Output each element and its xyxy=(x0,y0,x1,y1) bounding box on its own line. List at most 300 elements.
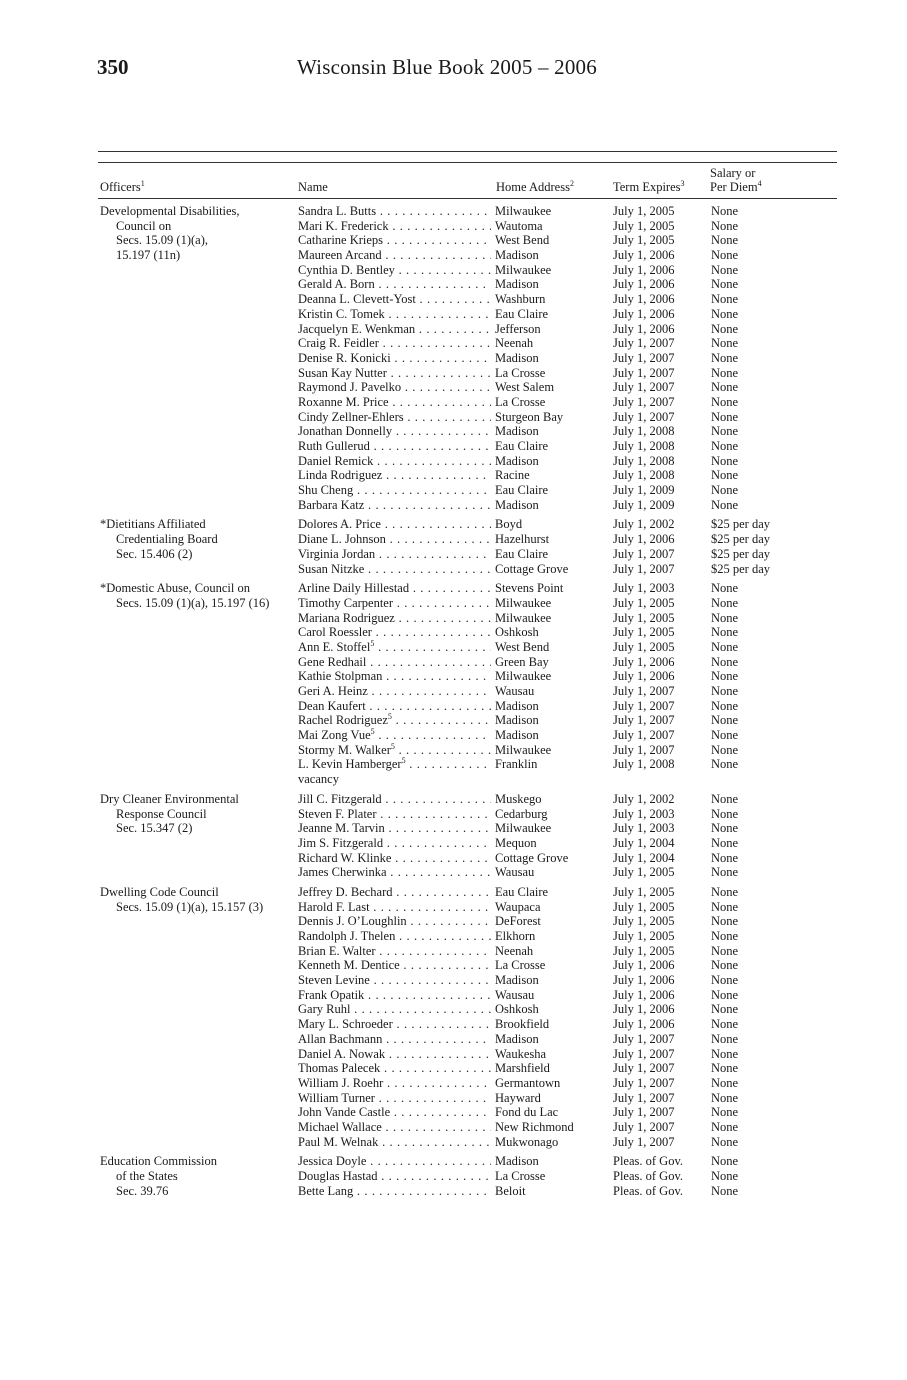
member-salary: None xyxy=(711,728,739,743)
member-salary: None xyxy=(711,292,739,307)
member-salary: None xyxy=(711,204,739,218)
board-group xyxy=(98,885,837,1149)
member-name-text: Kristin C. Tomek xyxy=(298,306,385,321)
officers-label: Officers xyxy=(100,180,141,194)
member-term: July 1, 2004 xyxy=(613,835,675,850)
member-row xyxy=(98,336,837,351)
member-row xyxy=(98,772,837,787)
member-name xyxy=(298,351,491,366)
member-salary: None xyxy=(711,1183,739,1198)
member-salary: None xyxy=(711,821,739,836)
member-name-text: John Vande Castle xyxy=(298,1105,391,1120)
member-name-text: Cindy Zellner-Ehlers xyxy=(298,409,404,424)
member-term: July 1, 2007 xyxy=(613,1061,675,1076)
member-name xyxy=(298,958,491,973)
member-name xyxy=(298,581,491,596)
member-name-text: Paul M. Welnak xyxy=(298,1134,379,1149)
member-term: July 1, 2008 xyxy=(613,439,675,453)
member-term: July 1, 2007 xyxy=(613,365,675,380)
member-salary: None xyxy=(711,835,739,850)
term-footnote: 3 xyxy=(680,179,685,188)
member-row xyxy=(98,851,837,866)
member-salary: None xyxy=(711,424,739,439)
member-row xyxy=(98,366,837,381)
member-name xyxy=(298,757,491,772)
member-name xyxy=(298,1154,491,1169)
board-title-line: Developmental Disabilities, xyxy=(100,204,240,218)
board-title-line: Sec. 39.76 xyxy=(116,1183,169,1198)
member-address: Madison xyxy=(495,497,539,512)
member-name-text: Jacquelyn E. Wenkman xyxy=(298,321,416,336)
member-name-text: Roxanne M. Price xyxy=(298,394,389,409)
member-term: July 1, 2007 xyxy=(613,561,675,576)
member-row xyxy=(98,944,837,959)
member-name xyxy=(298,973,491,988)
member-name-text: Mariana Rodriguez xyxy=(298,610,395,625)
board-group xyxy=(98,204,837,512)
member-name xyxy=(298,263,491,278)
member-address: Milwaukee xyxy=(495,262,552,277)
board-title-line: Dry Cleaner Environmental xyxy=(100,791,239,806)
column-header-name: Name xyxy=(298,180,328,194)
member-term: July 1, 2006 xyxy=(613,306,675,321)
member-address: Muskego xyxy=(495,791,542,806)
member-row xyxy=(98,277,837,292)
member-row xyxy=(98,532,837,547)
member-term: July 1, 2005 xyxy=(613,233,675,248)
member-salary: None xyxy=(711,277,739,292)
address-footnote: 2 xyxy=(569,179,574,188)
member-row xyxy=(98,1061,837,1076)
member-name-text: vacancy xyxy=(298,772,339,787)
member-address: Hayward xyxy=(495,1090,541,1105)
member-term: July 1, 2006 xyxy=(613,654,675,669)
member-name xyxy=(298,424,491,439)
member-salary: None xyxy=(711,987,739,1002)
member-address: Neenah xyxy=(495,943,534,958)
member-row xyxy=(98,836,837,851)
member-term: July 1, 2007 xyxy=(613,1105,675,1120)
member-address: Mukwonago xyxy=(495,1134,559,1149)
member-row xyxy=(98,581,837,596)
member-address: Oshkosh xyxy=(495,1002,539,1017)
member-row xyxy=(98,1105,837,1120)
member-name-text: Diane L. Johnson xyxy=(298,532,386,547)
member-salary: None xyxy=(711,248,739,263)
member-row xyxy=(98,483,837,498)
member-name xyxy=(298,1076,491,1091)
member-address: Madison xyxy=(495,1154,539,1169)
member-name xyxy=(298,1120,491,1135)
member-salary: None xyxy=(711,1090,739,1105)
member-term: July 1, 2007 xyxy=(613,728,675,743)
member-address: Cedarburg xyxy=(495,806,548,821)
member-salary: None xyxy=(711,394,739,409)
member-footnote: 5 xyxy=(401,757,406,766)
member-row xyxy=(98,1091,837,1106)
member-address: La Crosse xyxy=(495,958,546,973)
member-row xyxy=(98,1169,837,1184)
board-title-line: Secs. 15.09 (1)(a), 15.197 (16) xyxy=(116,595,270,610)
member-name xyxy=(298,792,491,807)
member-term: July 1, 2008 xyxy=(613,468,675,483)
member-name-text: Steven F. Plater xyxy=(298,806,377,821)
member-name-text: Allan Bachmann xyxy=(298,1031,383,1046)
member-name-text: Michael Wallace xyxy=(298,1119,382,1134)
member-name-text: Kenneth M. Dentice xyxy=(298,958,400,973)
member-salary: None xyxy=(711,233,739,248)
member-name-text: Carol Roessler xyxy=(298,625,372,640)
member-salary: None xyxy=(711,306,739,321)
member-term: July 1, 2005 xyxy=(613,595,675,610)
member-address: Madison xyxy=(495,1031,539,1046)
member-row xyxy=(98,669,837,684)
member-term: July 1, 2007 xyxy=(613,1031,675,1046)
member-name xyxy=(298,640,491,655)
member-term: July 1, 2005 xyxy=(613,218,675,233)
member-term: July 1, 2004 xyxy=(613,850,675,865)
member-term: July 1, 2008 xyxy=(613,424,675,439)
member-row xyxy=(98,292,837,307)
member-row xyxy=(98,640,837,655)
member-row xyxy=(98,713,837,728)
member-address: Washburn xyxy=(495,292,546,307)
member-address: Jefferson xyxy=(495,321,541,336)
member-name xyxy=(298,1184,491,1199)
member-name-text: Stormy M. Walker xyxy=(298,742,391,757)
member-salary: None xyxy=(711,409,739,424)
member-row xyxy=(98,1002,837,1017)
member-name-text: L. Kevin Hamberger xyxy=(298,757,402,772)
member-salary: None xyxy=(711,1017,739,1032)
member-row xyxy=(98,865,837,880)
member-name xyxy=(298,699,491,714)
member-salary: None xyxy=(711,791,739,806)
member-salary: None xyxy=(711,336,739,351)
member-row xyxy=(98,611,837,626)
member-row xyxy=(98,322,837,337)
member-footnote: 5 xyxy=(390,742,395,751)
member-term: July 1, 2002 xyxy=(613,791,675,806)
member-name xyxy=(298,1047,491,1062)
member-address: Boyd xyxy=(495,517,523,532)
member-row xyxy=(98,684,837,699)
member-name-text: Frank Opatik xyxy=(298,987,365,1002)
member-term: July 1, 2008 xyxy=(613,757,675,772)
member-salary: None xyxy=(711,669,739,684)
member-row xyxy=(98,233,837,248)
member-row xyxy=(98,929,837,944)
member-address: Beloit xyxy=(495,1183,526,1198)
member-salary: None xyxy=(711,610,739,625)
member-address: West Bend xyxy=(495,233,550,248)
member-term: July 1, 2005 xyxy=(613,865,675,880)
member-address: Oshkosh xyxy=(495,625,539,640)
board-group xyxy=(98,792,837,880)
member-name-text: Ann E. Stoffel xyxy=(298,639,371,654)
salary-label-line-1: Salary or xyxy=(710,166,756,180)
member-name xyxy=(298,684,491,699)
member-term: July 1, 2007 xyxy=(613,684,675,698)
member-name-text: James Cherwinka xyxy=(298,865,387,880)
member-term: July 1, 2005 xyxy=(613,884,675,899)
member-name xyxy=(298,547,491,562)
member-salary: None xyxy=(711,321,739,336)
member-address: Sturgeon Bay xyxy=(495,409,564,424)
member-term: July 1, 2006 xyxy=(613,987,675,1002)
member-term: July 1, 2009 xyxy=(613,483,675,498)
member-term: July 1, 2005 xyxy=(613,639,675,654)
board-title-line: Response Council xyxy=(116,806,207,821)
member-salary: None xyxy=(711,914,739,929)
member-term: July 1, 2006 xyxy=(613,321,675,336)
member-address: Racine xyxy=(495,468,530,483)
member-footnote: 5 xyxy=(387,713,392,722)
member-term: July 1, 2007 xyxy=(613,546,675,561)
member-name-text: Kathie Stolpman xyxy=(298,669,383,684)
member-address: Waukesha xyxy=(495,1046,547,1061)
member-address: Marshfield xyxy=(495,1061,550,1076)
member-name xyxy=(298,562,491,577)
member-row xyxy=(98,728,837,743)
board-title-line: of the States xyxy=(116,1169,178,1183)
member-name xyxy=(298,439,491,454)
member-address: La Crosse xyxy=(495,394,546,409)
member-name-text: Linda Rodriguez xyxy=(298,468,383,483)
member-name xyxy=(298,900,491,915)
member-row xyxy=(98,219,837,234)
member-salary: None xyxy=(711,1061,739,1076)
member-name xyxy=(298,914,491,929)
member-row xyxy=(98,655,837,670)
member-address: Wausau xyxy=(495,684,535,698)
member-name-text: Daniel A. Nowak xyxy=(298,1046,386,1061)
member-salary: None xyxy=(711,899,739,914)
member-row xyxy=(98,517,837,532)
member-salary: None xyxy=(711,654,739,669)
member-term: July 1, 2006 xyxy=(613,1017,675,1032)
board-group xyxy=(98,581,837,787)
member-name xyxy=(298,865,491,880)
member-salary: None xyxy=(711,757,739,772)
member-term: July 1, 2007 xyxy=(613,394,675,409)
member-term: July 1, 2006 xyxy=(613,958,675,973)
header-bottom-rule xyxy=(98,198,837,199)
member-address: Madison xyxy=(495,424,539,439)
top-rule xyxy=(98,151,837,152)
member-name xyxy=(298,248,491,263)
member-name-text: Mari K. Frederick xyxy=(298,218,389,233)
column-header-term xyxy=(613,180,685,194)
member-salary: None xyxy=(711,1031,739,1046)
member-term: July 1, 2007 xyxy=(613,409,675,424)
member-name xyxy=(298,885,491,900)
member-name xyxy=(298,1105,491,1120)
member-name-text: Rachel Rodriguez xyxy=(298,713,388,728)
member-address: West Bend xyxy=(495,639,550,654)
member-salary: None xyxy=(711,581,739,596)
member-row xyxy=(98,1154,837,1169)
member-name xyxy=(298,410,491,425)
member-address: Hazelhurst xyxy=(495,532,550,547)
member-name-text: Arline Daily Hillestad xyxy=(298,581,410,596)
member-name xyxy=(298,728,491,743)
member-name-text: Randolph J. Thelen xyxy=(298,929,396,943)
member-term: July 1, 2006 xyxy=(613,1002,675,1017)
member-salary: None xyxy=(711,218,739,233)
member-salary: None xyxy=(711,1002,739,1017)
member-name-text: Jonathan Donnelly xyxy=(298,424,393,439)
member-term: Pleas. of Gov. xyxy=(613,1169,684,1183)
board-title-line: Sec. 15.406 (2) xyxy=(116,546,193,561)
member-term: July 1, 2003 xyxy=(613,581,675,596)
member-row xyxy=(98,263,837,278)
member-salary: None xyxy=(711,929,739,943)
member-name-text: Raymond J. Pavelko xyxy=(298,380,402,395)
member-row xyxy=(98,743,837,758)
member-address: Milwaukee xyxy=(495,821,552,836)
member-name-text: Daniel Remick xyxy=(298,453,374,468)
member-salary: $25 per day xyxy=(711,546,771,561)
member-address: Madison xyxy=(495,453,539,468)
member-name xyxy=(298,1169,491,1184)
member-name-text: Dolores A. Price xyxy=(298,517,381,532)
member-salary: None xyxy=(711,1169,739,1183)
page-number: 350 xyxy=(97,55,129,79)
board-group xyxy=(98,1154,837,1198)
member-row xyxy=(98,900,837,915)
board-title-line: Sec. 15.347 (2) xyxy=(116,821,193,836)
member-row xyxy=(98,699,837,714)
member-name xyxy=(298,532,491,547)
member-name xyxy=(298,713,491,728)
member-row xyxy=(98,424,837,439)
salary-footnote: 4 xyxy=(757,179,762,188)
member-address: Eau Claire xyxy=(495,483,549,498)
member-row xyxy=(98,395,837,410)
column-header-address xyxy=(496,180,574,194)
member-name xyxy=(298,322,491,337)
member-name-text: Cynthia D. Bentley xyxy=(298,262,395,277)
member-name xyxy=(298,219,491,234)
member-name-text: Gary Ruhl xyxy=(298,1002,351,1017)
board-title-line: Credentialing Board xyxy=(116,532,218,547)
address-label: Home Address xyxy=(496,180,570,194)
member-row xyxy=(98,1184,837,1199)
member-address: Neenah xyxy=(495,336,534,351)
member-salary: None xyxy=(711,262,739,277)
member-salary: None xyxy=(711,698,739,713)
member-row xyxy=(98,757,837,772)
member-row xyxy=(98,454,837,469)
member-salary: None xyxy=(711,625,739,640)
member-name-text: Gerald A. Born xyxy=(298,277,375,292)
member-row xyxy=(98,973,837,988)
member-term: July 1, 2006 xyxy=(613,277,675,292)
member-term: July 1, 2007 xyxy=(613,1046,675,1061)
member-term: July 1, 2007 xyxy=(613,1119,675,1134)
member-name-text: Jeanne M. Tarvin xyxy=(298,821,385,836)
member-name-text: Denise R. Konicki xyxy=(298,350,391,365)
member-name xyxy=(298,596,491,611)
member-name xyxy=(298,836,491,851)
member-name xyxy=(298,944,491,959)
member-address: Milwaukee xyxy=(495,204,552,218)
member-name-text: Craig R. Feidler xyxy=(298,336,379,351)
member-row xyxy=(98,547,837,562)
member-address: Madison xyxy=(495,698,539,713)
member-row xyxy=(98,351,837,366)
member-address: Madison xyxy=(495,248,539,263)
member-address: Madison xyxy=(495,713,539,728)
salary-label-line-2: Per Diem xyxy=(710,180,758,194)
board-title-line: Secs. 15.09 (1)(a), 15.157 (3) xyxy=(116,899,264,914)
member-row xyxy=(98,204,837,219)
member-salary: None xyxy=(711,439,739,453)
member-footnote: 5 xyxy=(370,639,375,648)
member-address: Madison xyxy=(495,277,539,292)
member-salary: None xyxy=(711,958,739,973)
member-row xyxy=(98,1076,837,1091)
member-name-text: Sandra L. Butts xyxy=(298,204,377,218)
member-salary: None xyxy=(711,742,739,757)
member-name-text: Dennis J. O’Loughlin xyxy=(298,914,407,929)
member-name-text: Virginia Jordan xyxy=(298,546,376,561)
member-row xyxy=(98,958,837,973)
officers-footnote: 1 xyxy=(140,179,145,188)
member-name-text: William J. Roehr xyxy=(298,1075,384,1090)
member-name-text: William Turner xyxy=(298,1090,375,1105)
member-salary: None xyxy=(711,1119,739,1134)
member-term: July 1, 2006 xyxy=(613,262,675,277)
member-address: Waupaca xyxy=(495,899,541,914)
member-salary: None xyxy=(711,380,739,395)
member-address: Milwaukee xyxy=(495,669,552,684)
member-term: July 1, 2007 xyxy=(613,1075,675,1090)
member-name xyxy=(298,483,491,498)
member-address: Madison xyxy=(495,350,539,365)
member-term: July 1, 2006 xyxy=(613,292,675,307)
member-term: July 1, 2005 xyxy=(613,204,675,218)
member-salary: None xyxy=(711,365,739,380)
member-name-text: Jessica Doyle xyxy=(298,1154,367,1169)
member-row xyxy=(98,439,837,454)
member-name-text: Mai Zong Vue xyxy=(298,728,371,743)
member-name-text: Ruth Gullerud xyxy=(298,439,370,453)
member-name xyxy=(298,611,491,626)
member-salary: None xyxy=(711,684,739,698)
member-name xyxy=(298,336,491,351)
member-row xyxy=(98,914,837,929)
member-term: July 1, 2005 xyxy=(613,899,675,914)
running-title: Wisconsin Blue Book 2005 – 2006 xyxy=(297,55,597,79)
member-term: July 1, 2006 xyxy=(613,248,675,263)
member-term: Pleas. of Gov. xyxy=(613,1154,684,1169)
member-name xyxy=(298,772,491,787)
member-name-text: Brian E. Walter xyxy=(298,943,376,958)
member-salary: None xyxy=(711,453,739,468)
member-row xyxy=(98,1120,837,1135)
member-salary: None xyxy=(711,483,739,498)
member-name xyxy=(298,498,491,513)
member-name xyxy=(298,929,491,944)
member-row xyxy=(98,1032,837,1047)
member-salary: $25 per day xyxy=(711,517,771,532)
member-salary: None xyxy=(711,1154,739,1169)
member-row xyxy=(98,988,837,1003)
member-address: Green Bay xyxy=(495,654,549,669)
member-footnote: 5 xyxy=(370,728,375,737)
